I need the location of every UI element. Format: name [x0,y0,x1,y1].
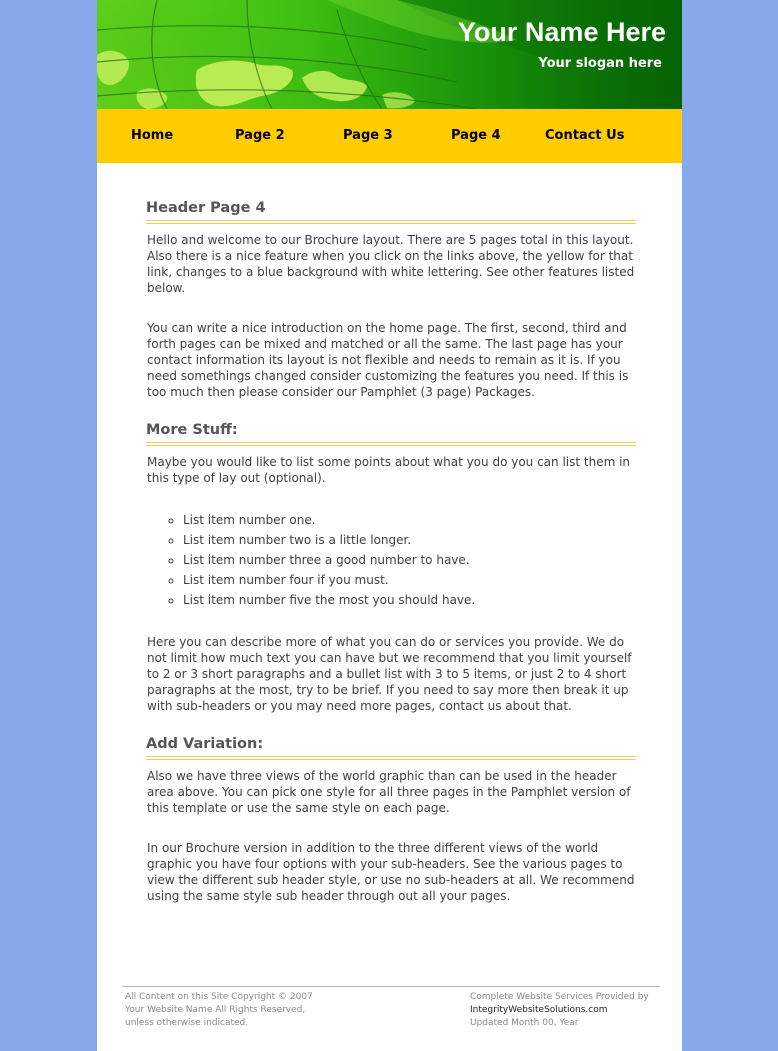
list-item: ◦ List item number three a good number to have. [183,550,636,570]
brochure-paragraph: In our Brochure version in addition to the three different views of the world graphic you have four options with your sub-headers. See the various pages to view the different sub header style, or use no sub-headers at all. We recommend using the same style sub header through out all your pages. [147,841,635,903]
header-banner [97,0,682,109]
list-intro-paragraph: Maybe you would like to list some points about what you do you can list them in this type of lay out (optional). [147,455,631,485]
site-name: Your Name Here [457,17,666,47]
introduction-paragraph: You can write a nice introduction on the home page. The first, second, third and forth pages can be mixed and matched or all the same. The last page has your contact information its layout is not flexible and needs to remain as it is. If you need somethings changed consider customizing the features you need. If this is too much then please consider our Pamphlet (3 page) Packages. [147,321,629,399]
list-item: ◦ List item number four if you must. [183,570,636,590]
nav-home[interactable]: Home [131,128,174,143]
footer-rights-line: Your Website Name All Rights Reserved, [125,1005,306,1015]
section-heading-add-variation: Add Variation: [146,734,636,760]
nav-page-3[interactable]: Page 3 [343,128,393,143]
services-paragraph: Here you can describe more of what you can do or services you provide. We do not limit how much text you can have but we recommend that you limit yourself to 2 or 3 short paragraphs and a bullet list with 3 to 5 items, or just 2 to 4 short paragraphs at the most, try to be brief. If you need to say more then break it up with sub-headers or you may need more pages, contact us about that. [147,635,632,713]
footer-credits [470,991,670,1030]
footer-copyright [125,991,355,1030]
footer-divider [122,986,660,987]
page-container [97,0,682,1051]
footer-updated-line: Updated Month 00, Year [470,1018,579,1028]
bullet-list [146,510,636,610]
nav-page-4[interactable]: Page 4 [451,128,501,143]
list-item: ◦ List item number five the most you should have. [183,590,636,610]
variation-paragraph: Also we have three views of the world graphic than can be used in the header area above. You can pick one style for all three pages in the Pamphlet version of this template or use the same style on each page. [147,769,631,815]
main-content [146,198,636,904]
nav-page-2[interactable]: Page 2 [235,128,285,143]
site-slogan: Your slogan here [538,56,662,71]
nav-contact-us[interactable]: Contact Us [545,128,625,143]
list-item: ◦ List item number one. [183,510,636,530]
footer-company-link[interactable]: IntegrityWebsiteSolutions.com [470,1005,608,1015]
section-heading-page-4: Header Page 4 [146,198,636,224]
main-nav [97,109,682,163]
section-heading-more-stuff: More Stuff: [146,420,636,446]
list-item: ◦ List item number two is a little longer. [183,530,636,550]
footer-indicated-line: unless otherwise indicated. [125,1018,249,1028]
intro-paragraph: Hello and welcome to our Brochure layout. There are 5 pages total in this layout. Also there is a nice feature when you click on the links above, the yellow for that link, changes to a blue background with white lettering. See other features listed below. [147,233,635,295]
footer-services-line: Complete Website Services Provided by [470,992,649,1002]
footer-copyright-line: All Content on this Site Copyright © 2007 [125,992,313,1002]
